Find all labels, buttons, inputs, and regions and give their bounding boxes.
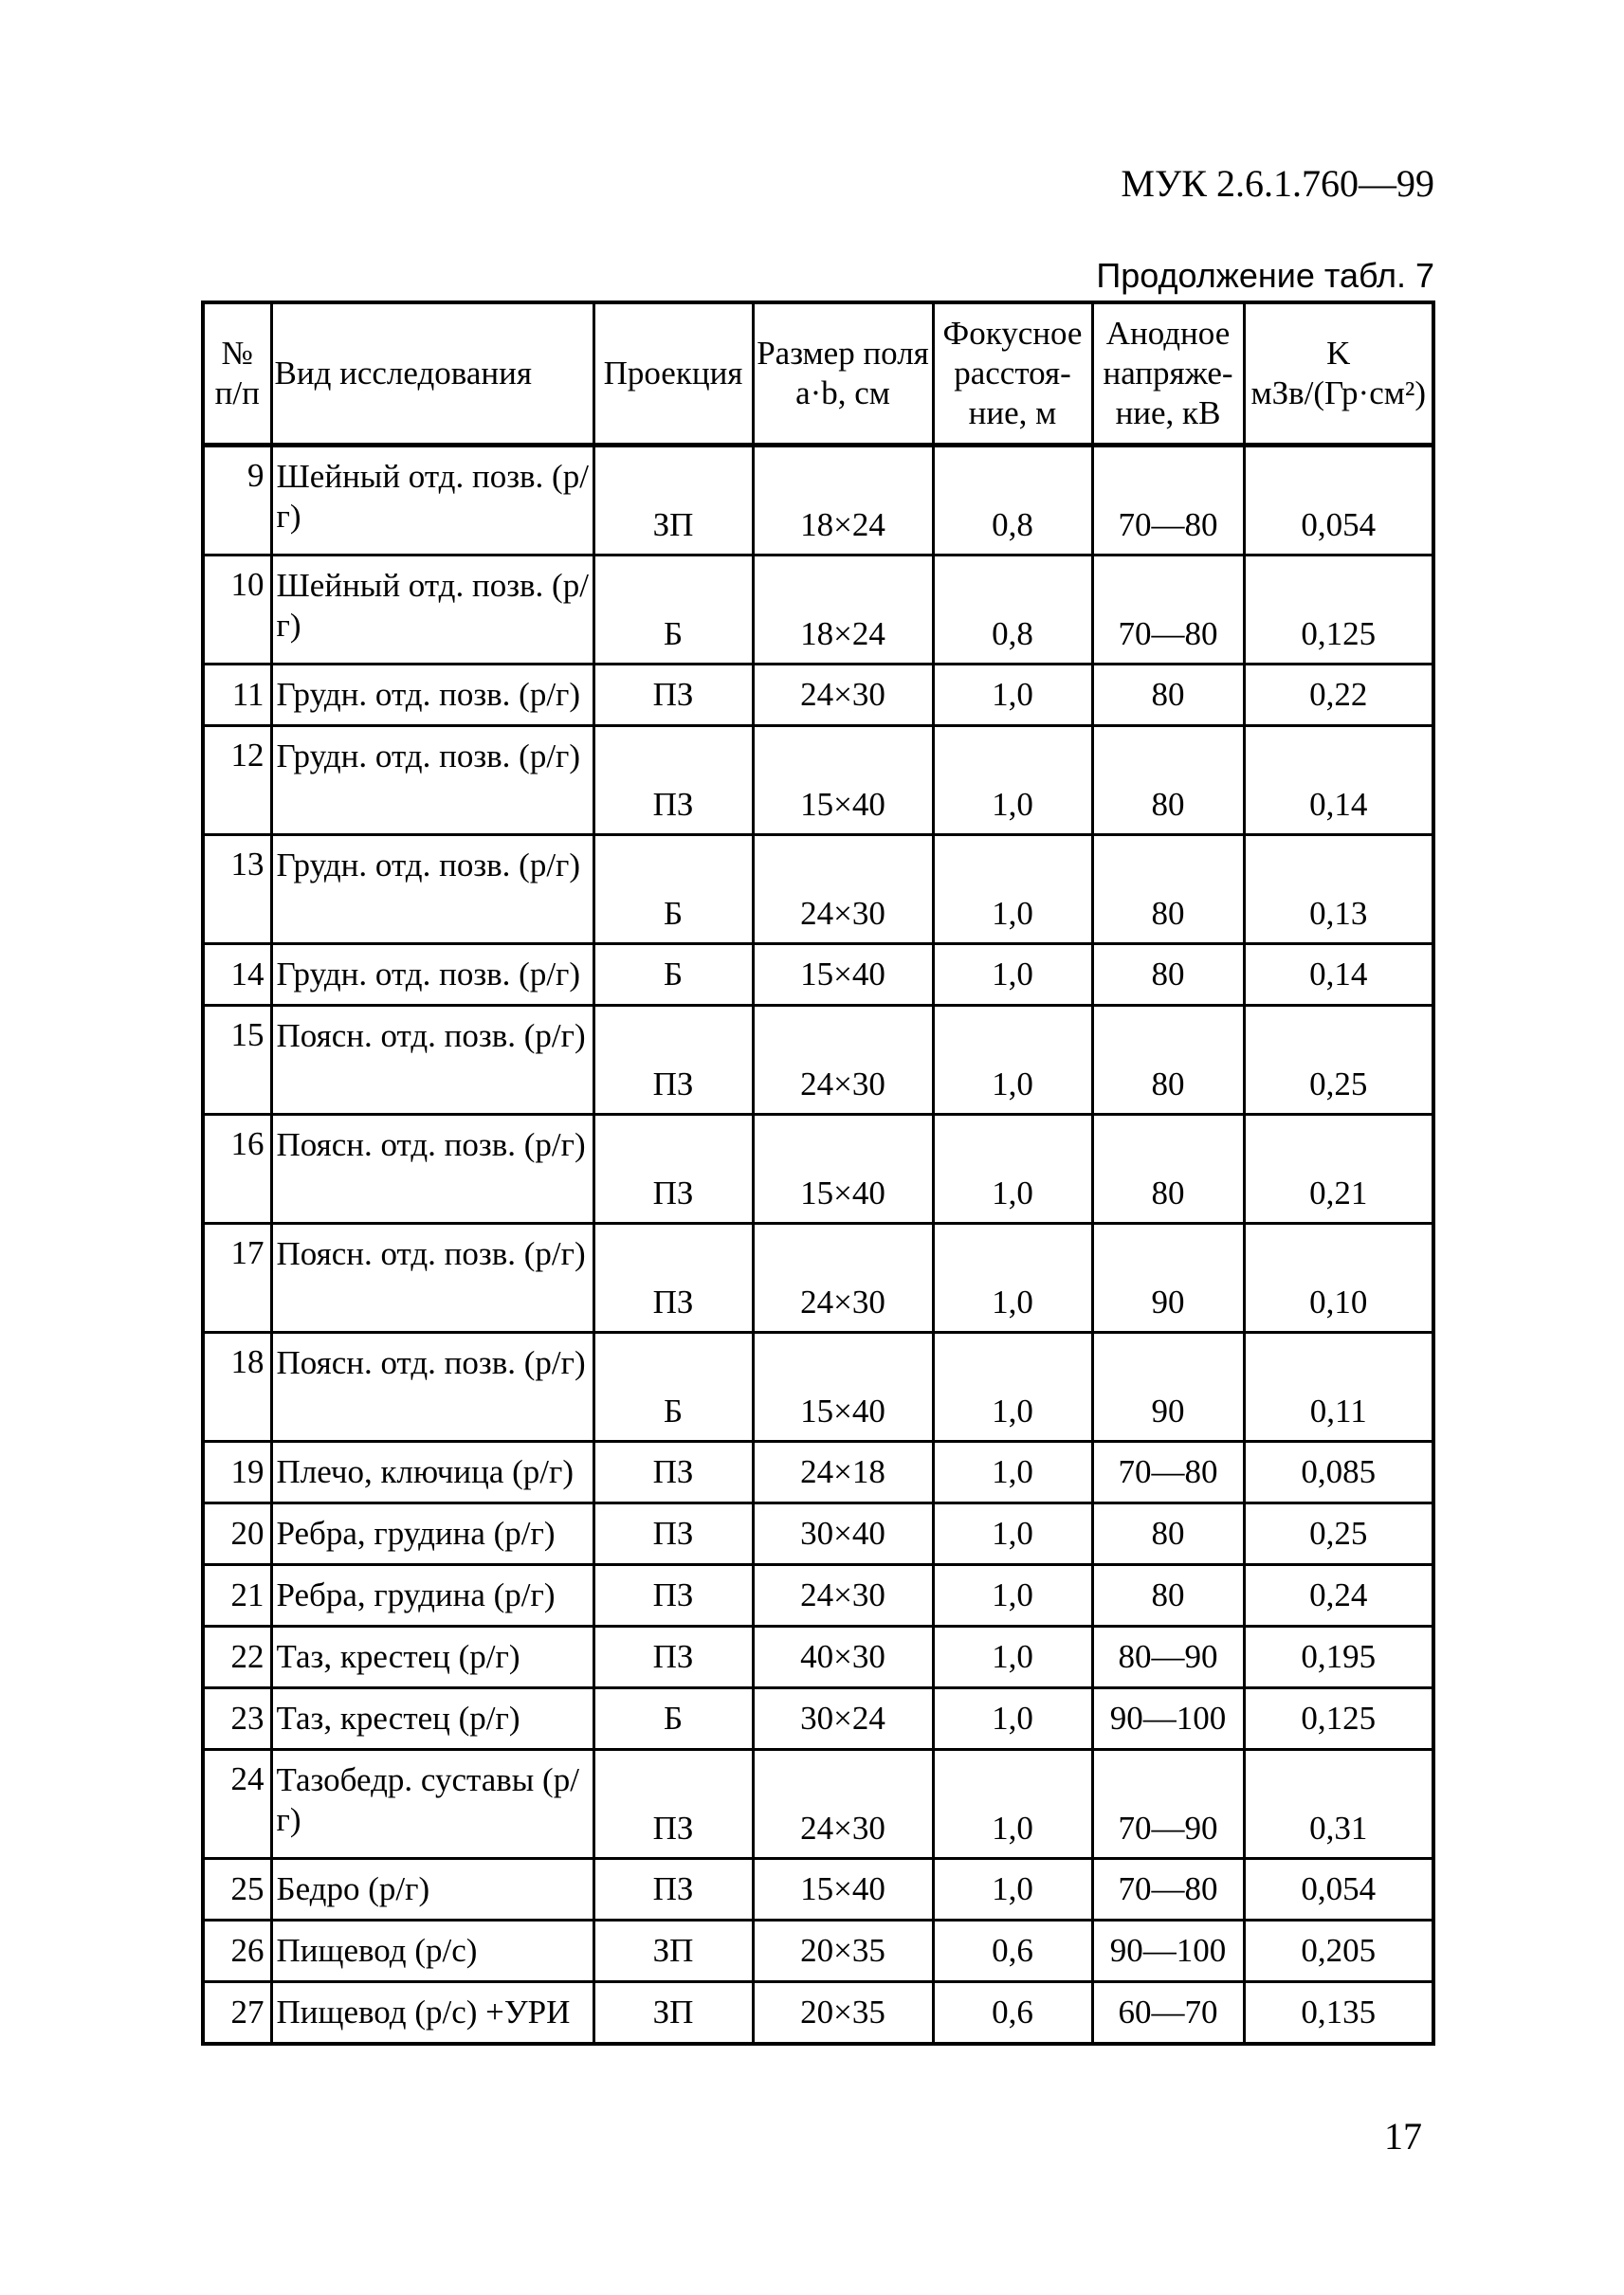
table-row [203,1503,1433,1565]
projection-cell: Б [593,1333,753,1442]
dose-coefficients-table [201,301,1435,2046]
exam-type-cell: Шейный отд. позв. (р/г) [271,446,593,556]
exam-type-cell: Таз, крестец (р/г) [271,1627,593,1688]
focal-distance-cell: 0,8 [933,556,1092,665]
table-row [203,556,1433,665]
focal-distance-cell: 1,0 [933,1006,1092,1115]
header-projection: Проекция [593,302,753,446]
exam-type-cell: Поясн. отд. позв. (р/г) [271,1333,593,1442]
k-coefficient-cell: 0,205 [1244,1921,1433,1982]
focal-distance-cell: 1,0 [933,1224,1092,1333]
header-focal-distance: Фокусное расстоя-ние, м [933,302,1092,446]
k-coefficient-cell: 0,24 [1244,1565,1433,1627]
exam-type-cell: Пищевод (р/с) +УРИ [271,1982,593,2045]
table-continuation-caption: Продолжение табл. 7 [1096,256,1434,295]
field-size-cell: 18×24 [753,446,933,556]
table-row [203,944,1433,1006]
field-size-cell: 24×30 [753,1565,933,1627]
k-coefficient-cell: 0,22 [1244,665,1433,726]
field-size-cell: 30×40 [753,1503,933,1565]
field-size-cell: 30×24 [753,1688,933,1750]
focal-distance-cell: 0,6 [933,1921,1092,1982]
focal-distance-cell: 1,0 [933,1442,1092,1503]
focal-distance-cell: 1,0 [933,1115,1092,1224]
projection-cell: Б [593,944,753,1006]
k-coefficient-cell: 0,11 [1244,1333,1433,1442]
k-coefficient-cell: 0,125 [1244,556,1433,665]
table-row [203,1627,1433,1688]
anode-voltage-cell: 80 [1092,665,1244,726]
field-size-cell: 24×30 [753,835,933,944]
field-size-cell: 40×30 [753,1627,933,1688]
anode-voltage-cell: 70—90 [1092,1750,1244,1859]
projection-cell: Б [593,1688,753,1750]
field-size-cell: 15×40 [753,1115,933,1224]
row-number-cell: 14 [203,944,271,1006]
table-row [203,1750,1433,1859]
field-size-cell: 18×24 [753,556,933,665]
field-size-cell: 15×40 [753,1859,933,1921]
exam-type-cell: Ребра, грудина (р/г) [271,1565,593,1627]
anode-voltage-cell: 70—80 [1092,1859,1244,1921]
k-coefficient-cell: 0,085 [1244,1442,1433,1503]
projection-cell: Б [593,556,753,665]
projection-cell: ПЗ [593,1627,753,1688]
anode-voltage-cell: 80 [1092,1565,1244,1627]
row-number-cell: 17 [203,1224,271,1333]
header-exam-type: Вид исследования [271,302,593,446]
row-number-cell: 16 [203,1115,271,1224]
field-size-cell: 15×40 [753,1333,933,1442]
field-size-cell: 24×30 [753,1006,933,1115]
focal-distance-cell: 0,8 [933,446,1092,556]
table-row [203,1115,1433,1224]
anode-voltage-cell: 70—80 [1092,556,1244,665]
k-coefficient-cell: 0,135 [1244,1982,1433,2045]
exam-type-cell: Бедро (р/г) [271,1859,593,1921]
anode-voltage-cell: 80—90 [1092,1627,1244,1688]
row-number-cell: 15 [203,1006,271,1115]
header-number: № п/п [203,302,271,446]
anode-voltage-cell: 80 [1092,726,1244,835]
anode-voltage-cell: 60—70 [1092,1982,1244,2045]
k-coefficient-cell: 0,054 [1244,446,1433,556]
projection-cell: ЗП [593,1982,753,2045]
row-number-cell: 19 [203,1442,271,1503]
table-row [203,1442,1433,1503]
projection-cell: ЗП [593,446,753,556]
page-number: 17 [1384,2115,1422,2158]
focal-distance-cell: 1,0 [933,1750,1092,1859]
row-number-cell: 13 [203,835,271,944]
anode-voltage-cell: 80 [1092,1503,1244,1565]
projection-cell: ПЗ [593,1115,753,1224]
header-anode-voltage: Анодное напряже-ние, кВ [1092,302,1244,446]
projection-cell: ПЗ [593,1006,753,1115]
projection-cell: ПЗ [593,1565,753,1627]
exam-type-cell: Грудн. отд. позв. (р/г) [271,726,593,835]
exam-type-cell: Тазобедр. суставы (р/г) [271,1750,593,1859]
row-number-cell: 22 [203,1627,271,1688]
document-code: МУК 2.6.1.760—99 [1121,162,1434,205]
exam-type-cell: Грудн. отд. позв. (р/г) [271,944,593,1006]
field-size-cell: 20×35 [753,1921,933,1982]
field-size-cell: 24×30 [753,665,933,726]
row-number-cell: 20 [203,1503,271,1565]
row-number-cell: 12 [203,726,271,835]
row-number-cell: 27 [203,1982,271,2045]
table-row [203,726,1433,835]
row-number-cell: 26 [203,1921,271,1982]
exam-type-cell: Поясн. отд. позв. (р/г) [271,1115,593,1224]
table-row [203,1565,1433,1627]
exam-type-cell: Поясн. отд. позв. (р/г) [271,1224,593,1333]
table-header-row [203,302,1433,446]
row-number-cell: 10 [203,556,271,665]
k-coefficient-cell: 0,195 [1244,1627,1433,1688]
row-number-cell: 18 [203,1333,271,1442]
focal-distance-cell: 1,0 [933,1627,1092,1688]
table-row [203,1333,1433,1442]
row-number-cell: 9 [203,446,271,556]
anode-voltage-cell: 90—100 [1092,1921,1244,1982]
table-row [203,1224,1433,1333]
anode-voltage-cell: 70—80 [1092,1442,1244,1503]
focal-distance-cell: 1,0 [933,1859,1092,1921]
table-row [203,1688,1433,1750]
projection-cell: ПЗ [593,1750,753,1859]
exam-type-cell: Плечо, ключица (р/г) [271,1442,593,1503]
row-number-cell: 21 [203,1565,271,1627]
anode-voltage-cell: 70—80 [1092,446,1244,556]
exam-type-cell: Поясн. отд. позв. (р/г) [271,1006,593,1115]
focal-distance-cell: 1,0 [933,726,1092,835]
table-row [203,1982,1433,2045]
field-size-cell: 15×40 [753,726,933,835]
k-coefficient-cell: 0,14 [1244,726,1433,835]
focal-distance-cell: 1,0 [933,665,1092,726]
focal-distance-cell: 1,0 [933,1688,1092,1750]
k-coefficient-cell: 0,10 [1244,1224,1433,1333]
exam-type-cell: Таз, крестец (р/г) [271,1688,593,1750]
table-row [203,446,1433,556]
row-number-cell: 11 [203,665,271,726]
anode-voltage-cell: 90—100 [1092,1688,1244,1750]
projection-cell: Б [593,835,753,944]
anode-voltage-cell: 80 [1092,835,1244,944]
table-row [203,1921,1433,1982]
header-field-size: Размер поля a·b, см [753,302,933,446]
anode-voltage-cell: 80 [1092,1115,1244,1224]
exam-type-cell: Шейный отд. позв. (р/г) [271,556,593,665]
table-row [203,665,1433,726]
k-coefficient-cell: 0,25 [1244,1006,1433,1115]
exam-type-cell: Грудн. отд. позв. (р/г) [271,835,593,944]
projection-cell: ПЗ [593,1442,753,1503]
k-coefficient-cell: 0,13 [1244,835,1433,944]
focal-distance-cell: 1,0 [933,1333,1092,1442]
focal-distance-cell: 1,0 [933,1565,1092,1627]
field-size-cell: 24×30 [753,1224,933,1333]
focal-distance-cell: 1,0 [933,1503,1092,1565]
anode-voltage-cell: 80 [1092,944,1244,1006]
table-row [203,1006,1433,1115]
field-size-cell: 15×40 [753,944,933,1006]
field-size-cell: 24×30 [753,1750,933,1859]
k-coefficient-cell: 0,14 [1244,944,1433,1006]
k-coefficient-cell: 0,125 [1244,1688,1433,1750]
projection-cell: ПЗ [593,1859,753,1921]
projection-cell: ПЗ [593,1224,753,1333]
header-k-coefficient: K мЗв/(Гр·см²) [1244,302,1433,446]
focal-distance-cell: 0,6 [933,1982,1092,2045]
exam-type-cell: Грудн. отд. позв. (р/г) [271,665,593,726]
anode-voltage-cell: 90 [1092,1224,1244,1333]
row-number-cell: 23 [203,1688,271,1750]
k-coefficient-cell: 0,21 [1244,1115,1433,1224]
exam-type-cell: Ребра, грудина (р/г) [271,1503,593,1565]
focal-distance-cell: 1,0 [933,835,1092,944]
focal-distance-cell: 1,0 [933,944,1092,1006]
field-size-cell: 24×18 [753,1442,933,1503]
projection-cell: ПЗ [593,726,753,835]
k-coefficient-cell: 0,31 [1244,1750,1433,1859]
anode-voltage-cell: 80 [1092,1006,1244,1115]
exam-type-cell: Пищевод (р/с) [271,1921,593,1982]
table-row [203,835,1433,944]
k-coefficient-cell: 0,054 [1244,1859,1433,1921]
projection-cell: ПЗ [593,665,753,726]
projection-cell: ЗП [593,1921,753,1982]
table-row [203,1859,1433,1921]
k-coefficient-cell: 0,25 [1244,1503,1433,1565]
row-number-cell: 24 [203,1750,271,1859]
projection-cell: ПЗ [593,1503,753,1565]
row-number-cell: 25 [203,1859,271,1921]
field-size-cell: 20×35 [753,1982,933,2045]
anode-voltage-cell: 90 [1092,1333,1244,1442]
